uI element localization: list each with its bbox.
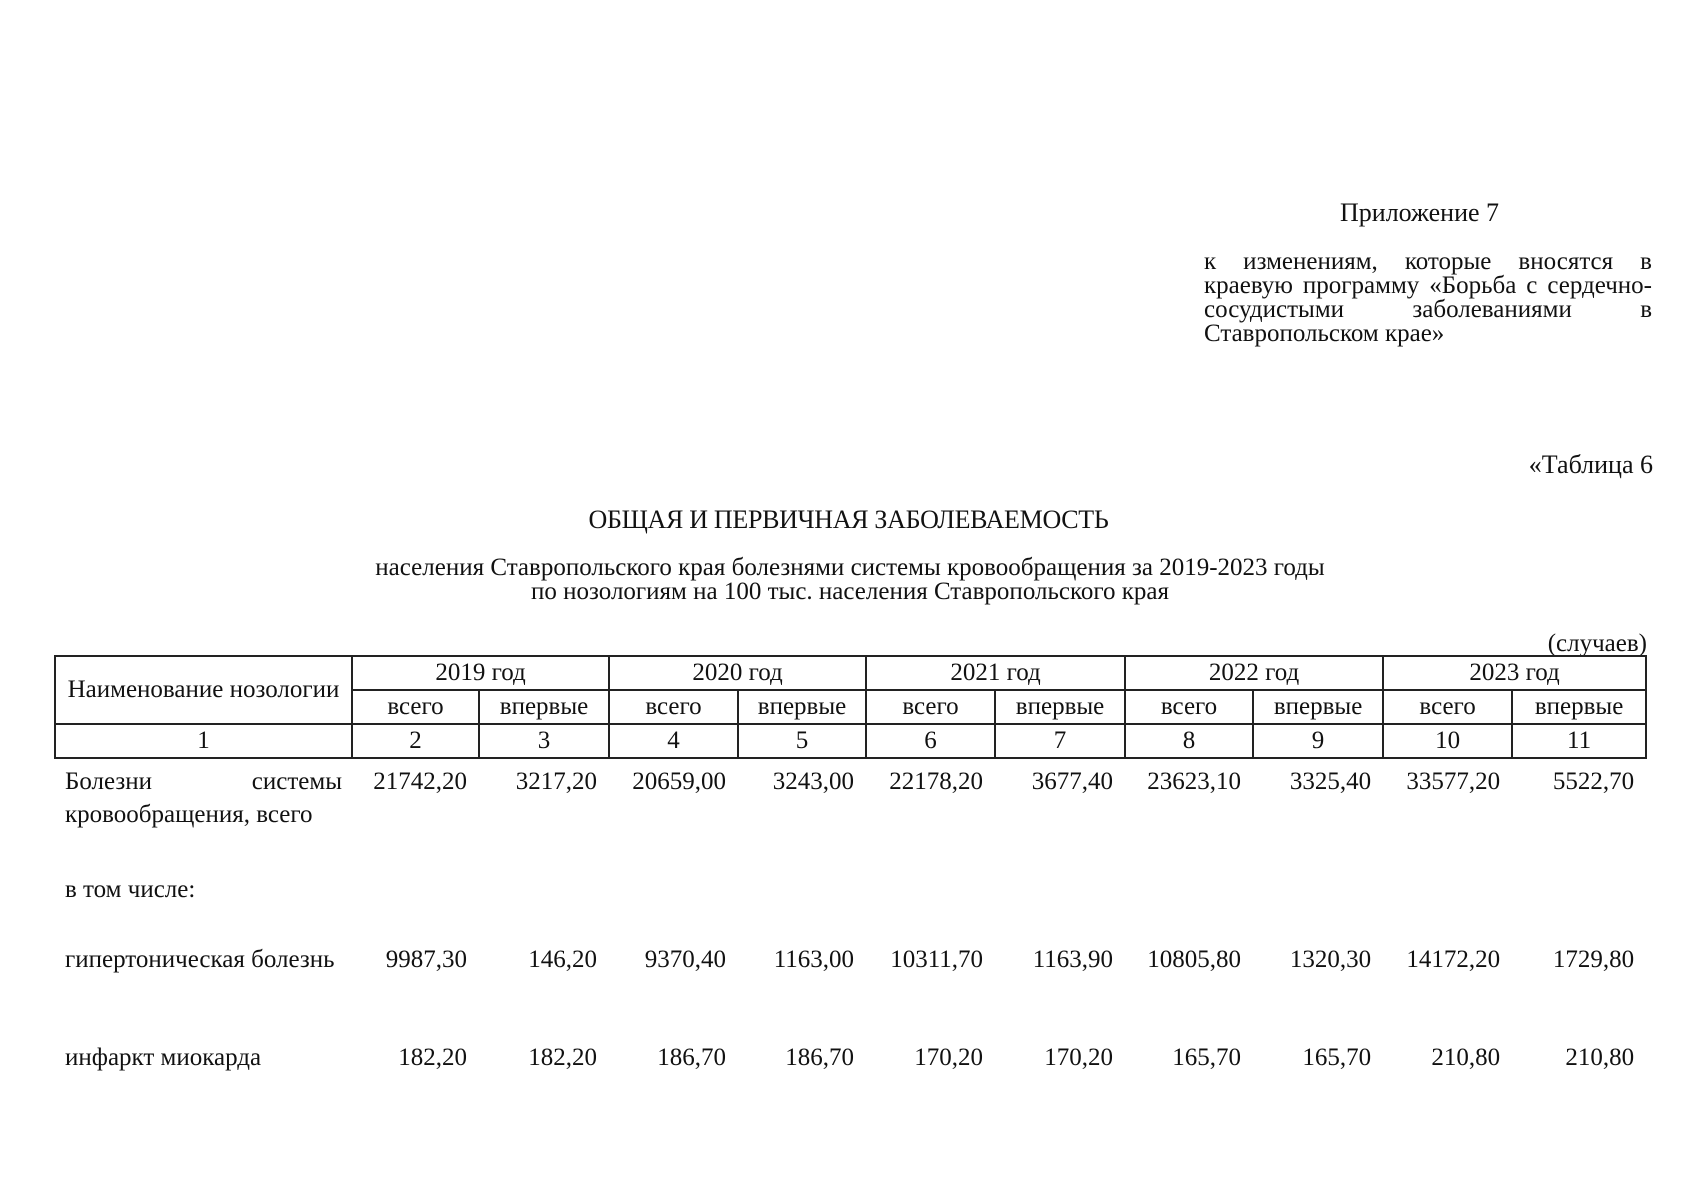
table-cell: 186,70 <box>657 1044 727 1071</box>
table-cell: 9370,40 <box>644 946 727 973</box>
row-name: гипертоническая болезнь <box>65 946 335 973</box>
column-number: 4 <box>609 724 738 758</box>
table-cell: 165,70 <box>1172 1044 1242 1071</box>
table-row <box>55 758 1646 867</box>
row-name: в том числе: <box>65 876 196 903</box>
table-cell: 165,70 <box>1302 1044 1372 1071</box>
appendix-note: к изменениям, которые вносятся в краевую программу «Борьба с сердечно-сосудистыми заболеваниями в Ставропольском крае» <box>1204 248 1652 347</box>
unit-label: (случаев) <box>1547 630 1647 657</box>
column-number: 10 <box>1383 724 1512 758</box>
header-total: всего <box>352 690 479 724</box>
header-row-numbers <box>55 724 1646 758</box>
table-cell: 23623,10 <box>1147 768 1242 795</box>
table-cell: 3217,20 <box>515 768 598 795</box>
table-cell: 5522,70 <box>1552 768 1635 795</box>
table-cell: 14172,20 <box>1406 946 1501 973</box>
table-label: «Таблица 6 <box>1528 450 1653 479</box>
document-subtitle <box>300 556 1400 604</box>
column-number: 5 <box>738 724 866 758</box>
table-cell: 1320,30 <box>1289 946 1372 973</box>
header-year: 2019 год <box>352 656 609 690</box>
subtitle-line-2: по нозологиям на 100 тыс. населения Ставропольского края <box>531 578 1169 605</box>
table-cell: 170,20 <box>914 1044 984 1071</box>
column-number: 8 <box>1125 724 1253 758</box>
table-cell: 3243,00 <box>772 768 855 795</box>
table-cell: 10805,80 <box>1147 946 1242 973</box>
header-year: 2023 год <box>1383 656 1646 690</box>
table-cell: 20659,00 <box>632 768 727 795</box>
header-first: впервые <box>1253 690 1383 724</box>
column-number: 1 <box>55 724 352 758</box>
table-cell: 170,20 <box>1044 1044 1114 1071</box>
header-total: всего <box>866 690 995 724</box>
header-first: впервые <box>1512 690 1646 724</box>
table-cell: 22178,20 <box>889 768 984 795</box>
header-row-years <box>55 656 1646 690</box>
header-first: впервые <box>738 690 866 724</box>
header-first: впервые <box>479 690 609 724</box>
column-number: 7 <box>995 724 1125 758</box>
column-number: 3 <box>479 724 609 758</box>
table-cell: 182,20 <box>398 1044 467 1071</box>
table-cell: 3677,40 <box>1031 768 1114 795</box>
header-total: всего <box>1125 690 1253 724</box>
header-total: всего <box>1383 690 1512 724</box>
table-row <box>55 937 1646 1035</box>
table-cell: 10311,70 <box>890 946 984 973</box>
appendix-title: Приложение 7 <box>1340 198 1500 227</box>
column-number: 11 <box>1512 724 1646 758</box>
table-cell: 21742,20 <box>373 768 467 795</box>
table-row <box>55 1035 1646 1101</box>
table-cell: 1163,90 <box>1032 946 1114 973</box>
table-cell: 186,70 <box>785 1044 855 1071</box>
table-cell: 1729,80 <box>1552 946 1635 973</box>
column-number: 2 <box>352 724 479 758</box>
header-total: всего <box>609 690 738 724</box>
table-cell: 182,20 <box>528 1044 598 1071</box>
header-year: 2021 год <box>866 656 1125 690</box>
header-name: Наименование нозологии <box>55 656 352 724</box>
header-year: 2020 год <box>609 656 866 690</box>
table-cell: 210,80 <box>1431 1044 1501 1071</box>
subtitle-line-1: населения Ставропольского края болезнями системы кровообращения за 2019-2023 годы <box>375 554 1325 581</box>
column-number: 6 <box>866 724 995 758</box>
row-name: инфаркт миокарда <box>65 1044 262 1071</box>
table-cell: 210,80 <box>1565 1044 1635 1071</box>
table-row <box>55 867 1646 937</box>
header-year: 2022 год <box>1125 656 1383 690</box>
table-cell: 3325,40 <box>1289 768 1372 795</box>
table-cell: 33577,20 <box>1406 768 1501 795</box>
morbidity-table <box>54 655 1647 1101</box>
table-cell: 9987,30 <box>385 946 467 973</box>
table-cell: 146,20 <box>528 946 598 973</box>
document-title: ОБЩАЯ И ПЕРВИЧНАЯ ЗАБОЛЕВАЕМОСТЬ <box>588 505 1109 534</box>
table-cell: 1163,00 <box>773 946 855 973</box>
row-name: Болезни системы кровообращения, всего <box>65 768 342 828</box>
column-number: 9 <box>1253 724 1383 758</box>
header-first: впервые <box>995 690 1125 724</box>
